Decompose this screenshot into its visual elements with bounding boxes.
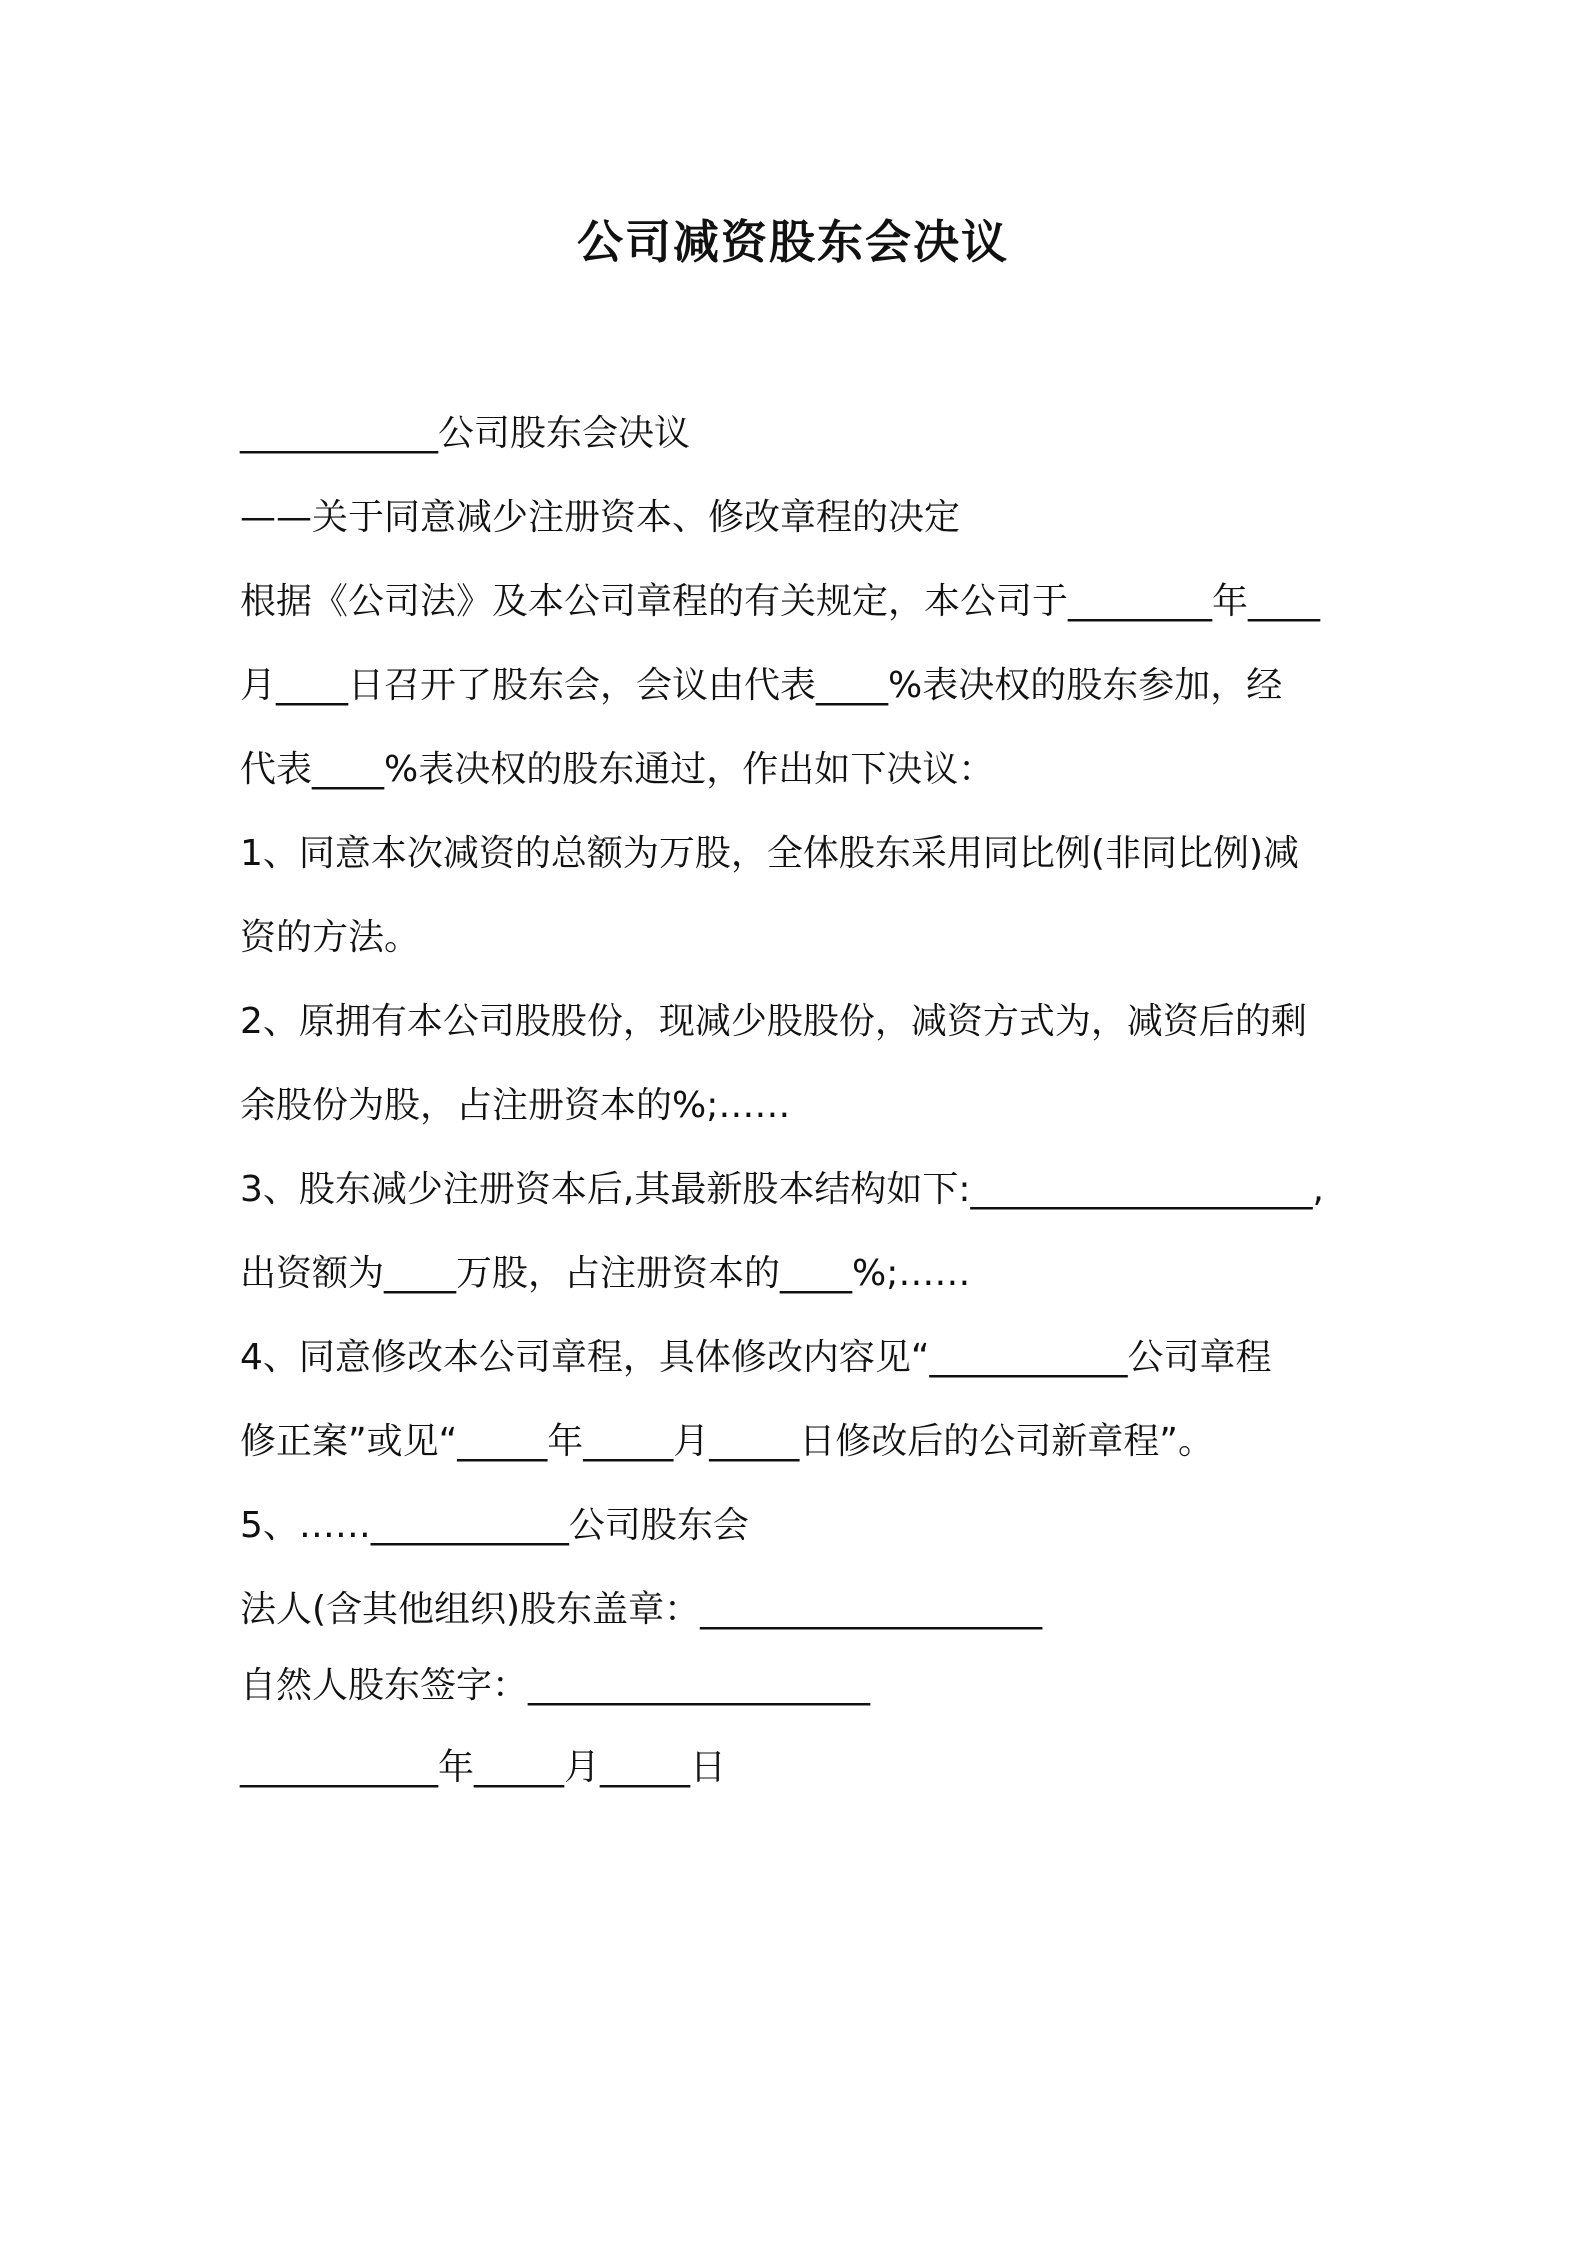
natural-person-signature-line: 自然人股东签字：___________________ bbox=[240, 1665, 871, 1706]
item-2-line-1: 2、原拥有本公司股股份，现减少股股份，减资方式为，减资后的剩 bbox=[240, 1001, 1307, 1042]
intro-line-3: 代表____%表决权的股东通过，作出如下决议： bbox=[240, 749, 995, 790]
item-3-line-1: 3、股东减少注册资本后,其最新股本结构如下:___________________, bbox=[240, 1169, 1324, 1210]
item-2-line-2: 余股份为股，占注册资本的%;…… bbox=[240, 1085, 791, 1126]
resolution-subheading: ——关于同意减少注册资本、修改章程的决定 bbox=[240, 497, 961, 538]
item-5-line: 5、……___________公司股东会 bbox=[240, 1505, 749, 1546]
item-4-line-2: 修正案”或见“_____年_____月_____日修改后的公司新章程”。 bbox=[240, 1421, 1214, 1462]
item-1-line-1: 1、同意本次减资的总额为万股，全体股东采用同比例(非同比例)减 bbox=[240, 833, 1299, 874]
item-4-line-1: 4、同意修改本公司章程，具体修改内容见“___________公司章程 bbox=[240, 1337, 1272, 1378]
item-3-line-2: 出资额为____万股，占注册资本的____%;…… bbox=[240, 1253, 971, 1294]
document-title: 公司减资股东会决议 bbox=[577, 215, 1009, 269]
intro-line-1: 根据《公司法》及本公司章程的有关规定，本公司于________年____ bbox=[240, 581, 1321, 622]
legal-entity-seal-line: 法人(含其他组织)股东盖章：___________________ bbox=[240, 1589, 1043, 1630]
date-line: ___________年_____月_____日 bbox=[240, 1747, 726, 1788]
item-1-line-2: 资的方法。 bbox=[240, 917, 421, 958]
resolution-heading: ___________公司股东会决议 bbox=[240, 413, 691, 454]
intro-line-2: 月____日召开了股东会，会议由代表____%表决权的股东参加，经 bbox=[240, 665, 1283, 706]
